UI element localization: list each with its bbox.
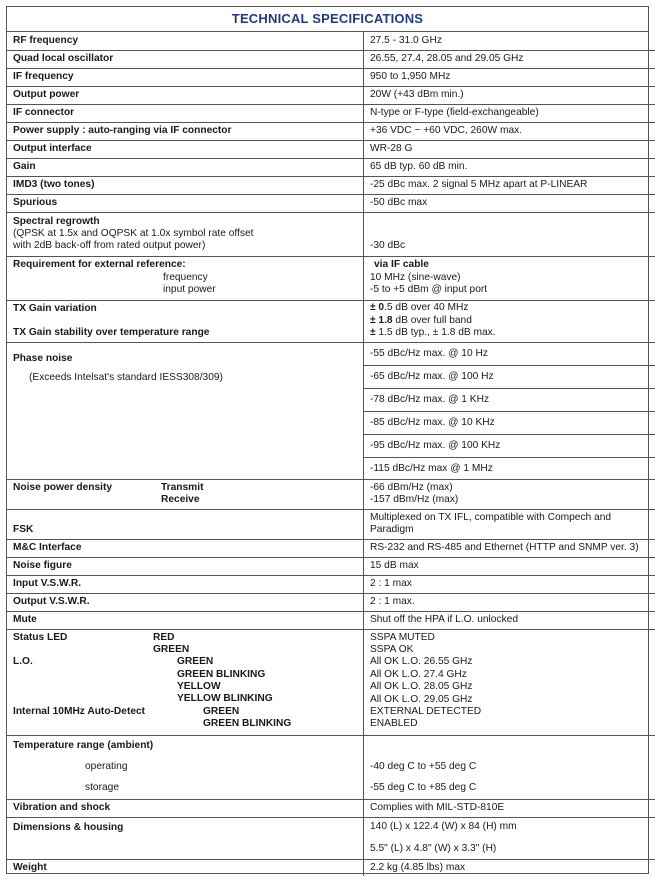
spec-value: SSPA MUTED	[370, 631, 435, 643]
table-row	[7, 104, 655, 122]
table-row	[7, 342, 655, 479]
spec-value: -50 dBc max	[364, 194, 655, 212]
spec-value: ± 1.8 dB over full band	[370, 314, 472, 326]
spec-value: All OK L.O. 29.05 GHz	[370, 693, 473, 705]
spec-label: Noise power density	[13, 481, 113, 493]
spec-label: Phase noise	[13, 352, 73, 364]
spec-value: -78 dBc/Hz max. @ 1 KHz	[364, 389, 655, 412]
table-row	[7, 194, 655, 212]
spec-label: IF frequency	[7, 68, 364, 86]
spec-label: IF connector	[7, 104, 364, 122]
table-row	[7, 817, 655, 859]
spec-value: 2 : 1 max.	[364, 593, 655, 611]
spec-value: +36 VDC ~ +60 VDC, 260W max.	[364, 122, 655, 140]
spec-value: 5.5" (L) x 4.8" (W) x 3.3" (H)	[370, 842, 497, 854]
table-row	[7, 859, 655, 876]
spec-label: Weight	[7, 859, 364, 876]
led-state: YELLOW BLINKING	[177, 693, 273, 705]
spec-value-group	[364, 256, 655, 300]
spec-value: via IF cable	[374, 259, 429, 271]
spec-label: Mute	[7, 611, 364, 629]
spec-value: -95 dBc/Hz max. @ 100 KHz	[364, 435, 655, 458]
table-row	[7, 158, 655, 176]
spec-label: Noise figure	[7, 557, 364, 575]
spacer	[13, 752, 363, 761]
spec-label-group	[7, 256, 364, 300]
spec-value: 950 to 1,950 MHz	[364, 68, 655, 86]
led-state: GREEN	[203, 705, 240, 717]
spec-value: 2.2 kg (4.85 lbs) max	[370, 861, 466, 873]
spec-label: M&C Interface	[7, 539, 364, 557]
spec-value: 20W (+43 dBm min.)	[364, 86, 655, 104]
spec-label: Output V.S.W.R.	[7, 593, 364, 611]
spec-label: Input V.S.W.R.	[7, 575, 364, 593]
spec-label-group	[7, 629, 364, 735]
spec-value-group	[364, 300, 655, 342]
spec-value: 26.55, 27.4, 28.05 and 29.05 GHz	[364, 50, 655, 68]
spacer	[13, 773, 363, 782]
spec-value: -85 dBc/Hz max. @ 10 KHz	[364, 412, 655, 435]
table-row	[7, 140, 655, 158]
spec-value: 15 dB max	[364, 557, 655, 575]
spec-value: ± 1.5 dB typ., ± 1.8 dB max.	[370, 327, 496, 339]
table-row	[7, 799, 655, 817]
spec-value: -30 dBc	[364, 212, 655, 256]
spec-value: ± 0.5 dB over 40 MHz	[370, 302, 469, 314]
spec-label: Gain	[7, 158, 364, 176]
spacer	[370, 740, 655, 761]
table-row	[7, 300, 655, 342]
spec-label-note: (Exceeds Intelsat's standard IESS308/309)	[29, 371, 223, 383]
spec-label: Output interface	[7, 140, 364, 158]
spec-value: All OK L.O. 28.05 GHz	[370, 681, 473, 693]
spec-value: -115 dBc/Hz max @ 1 MHz	[370, 462, 493, 474]
spec-value: Complies with MIL-STD-810E	[364, 799, 655, 817]
table-row	[7, 68, 655, 86]
spec-label: Dimensions & housing	[7, 817, 364, 859]
spec-value: -157 dBm/Hz (max)	[370, 494, 459, 505]
spec-value: 65 dB typ. 60 dB min.	[364, 158, 655, 176]
spec-value: Shut off the HPA if L.O. unlocked	[364, 611, 655, 629]
spec-value: All OK L.O. 26.55 GHz	[370, 656, 473, 668]
spec-value-group	[364, 479, 655, 509]
table-row	[7, 86, 655, 104]
spec-value: -66 dBm/Hz (max)	[370, 481, 453, 493]
spec-value: N-type or F-type (field-exchangeable)	[364, 104, 655, 122]
spec-value: -65 dBc/Hz max. @ 100 Hz	[364, 366, 655, 389]
led-state: GREEN	[177, 656, 214, 668]
spec-value: 27.5 - 31.0 GHz	[364, 32, 655, 50]
spec-label-detail: operating	[85, 760, 128, 772]
spec-label: Spurious	[7, 194, 364, 212]
spec-value-group	[364, 735, 655, 799]
spec-value: SSPA OK	[370, 643, 414, 655]
spec-label-detail: with 2dB back-off from rated output power)	[13, 240, 206, 252]
spec-value: Paradigm	[370, 524, 414, 535]
spec-label-group	[7, 479, 364, 509]
table-row	[7, 509, 655, 539]
spec-value-group	[364, 629, 655, 735]
table-row	[7, 735, 655, 799]
spec-value: WR-28 G	[364, 140, 655, 158]
spec-value-group	[364, 817, 655, 859]
spacer	[13, 316, 363, 327]
table-row	[7, 212, 655, 256]
table-row	[7, 557, 655, 575]
spec-value: RS-232 and RS-485 and Ethernet (HTTP and SNMP ver. 3)	[364, 539, 655, 557]
spec-label: Status LED	[13, 631, 68, 643]
spec-label: Output power	[7, 86, 364, 104]
table-row	[7, 575, 655, 593]
spec-label-detail: Transmit	[161, 481, 204, 493]
spec-label-detail: (QPSK at 1.5x and OQPSK at 1.0x symbol rate offset	[13, 227, 254, 239]
spec-value: 140 (L) x 122.4 (W) x 84 (H) mm	[370, 821, 517, 833]
spec-label-group	[7, 300, 364, 342]
spec-label-group	[7, 212, 364, 256]
spec-label: Vibration and shock	[7, 799, 364, 817]
spacer	[13, 365, 363, 372]
table-row	[7, 611, 655, 629]
spec-label: FSK	[7, 509, 364, 539]
spec-label-detail: storage	[85, 782, 119, 794]
spec-value: Multiplexed on TX IFL, compatible with Compech and	[370, 511, 612, 523]
spec-label-detail: frequency	[163, 271, 208, 283]
table-row	[7, 629, 655, 735]
spec-value: -55 dBc/Hz max. @ 10 Hz	[364, 343, 655, 366]
table-row	[7, 256, 655, 300]
table-row	[7, 50, 655, 68]
spec-label: Quad local oscillator	[7, 50, 364, 68]
spec-label-group	[7, 342, 364, 479]
table-row	[7, 479, 655, 509]
spec-label: IMD3 (two tones)	[7, 176, 364, 194]
spec-value: ENABLED	[370, 718, 418, 730]
page-title: TECHNICAL SPECIFICATIONS	[7, 7, 648, 32]
spec-value: 10 MHz (sine-wave)	[370, 271, 461, 283]
spec-label-group	[7, 735, 364, 799]
led-state: GREEN BLINKING	[203, 718, 292, 730]
spec-value: -40 deg C to +55 deg C	[370, 760, 477, 772]
spec-value: -5 to +5 dBm @ input port	[370, 284, 488, 296]
spec-value-group	[364, 342, 655, 479]
spec-label: TX Gain stability over temperature range	[13, 326, 210, 338]
led-state: RED	[153, 631, 175, 643]
spec-label: Requirement for external reference:	[13, 259, 186, 271]
led-state: YELLOW	[177, 681, 221, 693]
table-row	[7, 593, 655, 611]
spec-value: -55 deg C to +85 deg C	[370, 781, 477, 793]
spec-value: All OK L.O. 27.4 GHz	[370, 668, 467, 680]
led-state: GREEN BLINKING	[177, 668, 266, 680]
table-row	[7, 176, 655, 194]
led-state: GREEN	[153, 643, 190, 655]
spacer	[370, 773, 655, 782]
spec-sheet	[6, 6, 649, 874]
spec-label: Temperature range (ambient)	[13, 739, 154, 751]
spec-label: L.O.	[13, 656, 33, 668]
spec-label: RF frequency	[7, 32, 364, 50]
table-row	[7, 539, 655, 557]
spec-label: Power supply : auto-ranging via IF connector	[7, 122, 364, 140]
spec-table	[7, 32, 655, 876]
spacer	[370, 834, 655, 843]
table-row	[7, 122, 655, 140]
table-row	[7, 32, 655, 50]
spec-label: Spectral regrowth	[13, 215, 100, 227]
spec-label-detail: Receive	[161, 494, 200, 505]
spec-label: Internal 10MHz Auto-Detect	[13, 705, 146, 717]
spec-value: EXTERNAL DETECTED	[370, 705, 482, 717]
spec-value: -25 dBc max. 2 signal 5 MHz apart at P-LINEAR	[364, 176, 655, 194]
spec-label: TX Gain variation	[13, 303, 97, 315]
spec-value: 2 : 1 max	[364, 575, 655, 593]
spec-value-group	[364, 509, 655, 539]
spec-label-detail: input power	[163, 284, 216, 296]
